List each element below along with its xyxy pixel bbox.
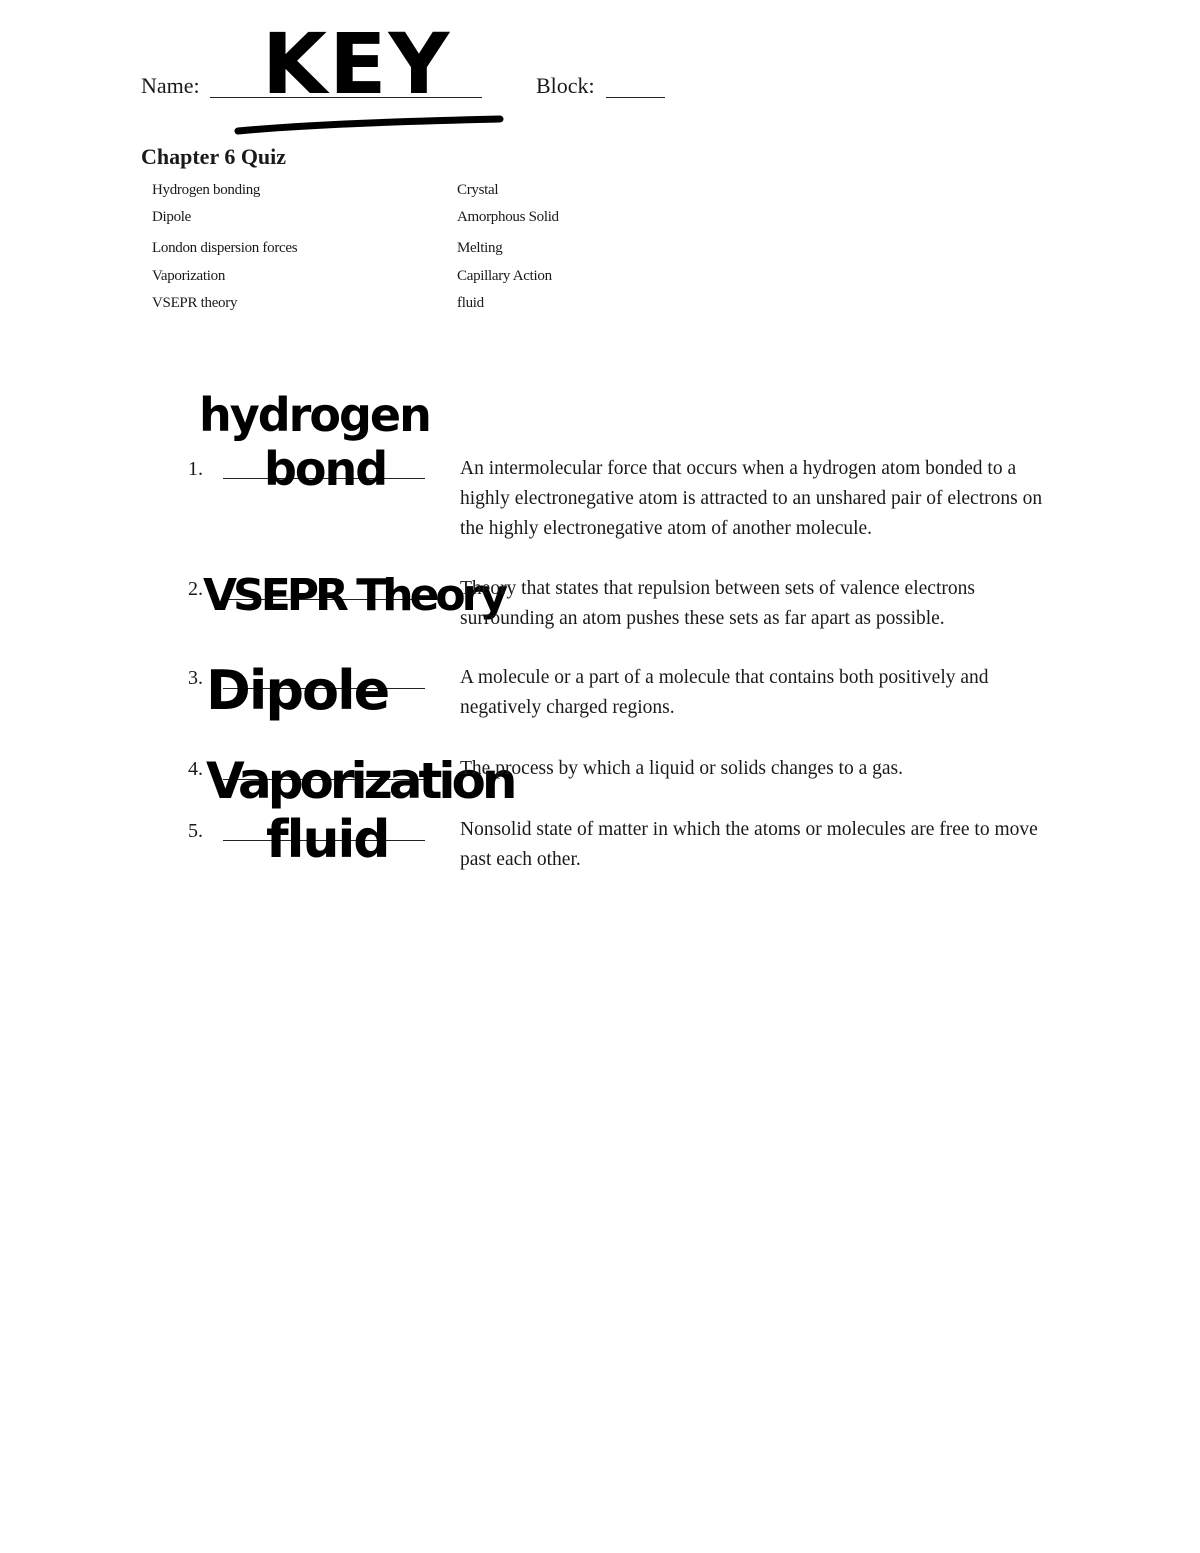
word-bank-item: Hydrogen bonding (152, 182, 261, 198)
name-label: Name: (141, 73, 200, 98)
word-bank-item: Vaporization (152, 268, 226, 284)
question-definition: Nonsolid state of matter in which the atoms or molecules are free to move past each other. (460, 819, 1038, 870)
question-definition: A molecule or a part of a molecule that contains both positively and negatively charged regions. (460, 667, 989, 718)
word-bank-item: Dipole (152, 209, 192, 225)
handwritten-answer: hydrogen (199, 388, 430, 442)
word-bank-item: London dispersion forces (152, 240, 298, 256)
name-handwritten: KEY (262, 15, 452, 113)
word-bank-item: Capillary Action (457, 268, 552, 284)
handwritten-answer: fluid (266, 810, 389, 870)
word-bank-item: fluid (457, 295, 484, 311)
question-definition: The process by which a liquid or solids changes to a gas. (460, 758, 903, 779)
word-bank-item: Amorphous Solid (457, 209, 559, 225)
question-definition: An intermolecular force that occurs when a hydrogen atom bonded to a highly electronegative atom is attracted to an unshared pair of electrons on the highly electronegative atom of another molecule. (460, 458, 1043, 539)
question-definition: Theory that states that repulsion between sets of valence electrons surrounding an atom pushes these sets as far apart as possible. (460, 578, 975, 629)
handwritten-answer: Dipole (206, 659, 389, 722)
quiz-title: Chapter 6 Quiz (141, 144, 287, 169)
question-number: 5. (188, 820, 203, 842)
block-line (606, 97, 665, 98)
handwritten-answer: VSEPR Theory (203, 570, 505, 621)
word-bank-item: Melting (457, 240, 503, 256)
question-number: 4. (188, 758, 203, 780)
word-bank-item: Crystal (457, 182, 499, 198)
handwritten-answer: Vaporization (206, 752, 514, 810)
name-underline-stroke (232, 112, 507, 138)
handwritten-answer: bond (264, 442, 387, 496)
question-number: 1. (188, 458, 203, 480)
question-number: 3. (188, 667, 203, 689)
word-bank-item: VSEPR theory (152, 295, 238, 311)
question-number: 2. (188, 578, 203, 600)
block-label: Block: (536, 73, 595, 98)
